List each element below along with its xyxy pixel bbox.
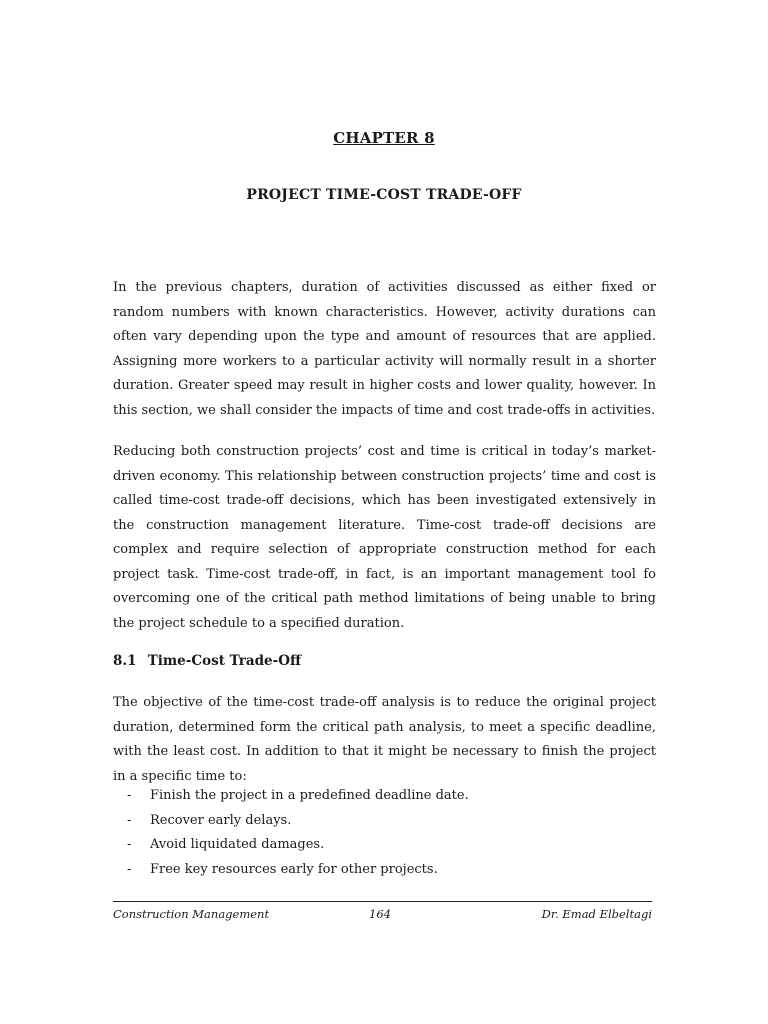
- second-paragraph: Reducing both construction projects’ cost and time is critical in today’s market-driven economy. This relationship between construction projects’ time and cost is called time-cost trade-off decisions, which has been investigated extensively in the construction management literature. Time-cost trade-off decisions are complex and require selection of appropriate construction method for each project task. Time-cost trade-off, in fact, is an important management tool fo overcoming one of the critical path method limitations of being unable to bring the project schedule to a specified duration.: [113, 444, 656, 631]
- section-paragraph: The objective of the time-cost trade-off analysis is to reduce the original project duration, determined form the critical path analysis, to meet a specific deadline, with the least cost. In addition to that it might be necessary to finish the project in a specific time to:: [113, 695, 656, 784]
- list-item-text: Recover early delays.: [150, 812, 292, 828]
- list-item-text: Finish the project in a predefined deadline date.: [150, 788, 469, 803]
- footer-divider: [113, 901, 652, 902]
- bullet-marker: -: [127, 812, 132, 828]
- list-item: [113, 858, 469, 883]
- chapter-title: CHAPTER 8: [333, 129, 435, 147]
- section-number: 8.1: [113, 653, 137, 669]
- section-title: Time-Cost Trade-Off: [147, 653, 302, 669]
- section-heading: [113, 653, 301, 669]
- footer-book-title: Construction Management: [113, 907, 270, 921]
- list-item: [113, 833, 469, 858]
- list-item-text: Free key resources early for other projects.: [150, 861, 438, 877]
- intro-paragraph: In the previous chapters, duration of activities discussed as either fixed or random numbers with known characteristics. However, activity durations can often vary depending upon the type and amount of resources that are applied. Assigning more workers to a particular activity will normally result in a shorter duration. Greater speed may result in higher costs and lower quality, however. In this section, we shall consider the impacts of time and cost trade-offs in activities.: [113, 280, 656, 418]
- bullet-marker: -: [127, 788, 132, 803]
- bullet-marker: -: [127, 861, 132, 877]
- list-item-text: Avoid liquidated damages.: [150, 837, 325, 852]
- list-item: [113, 784, 469, 809]
- footer-author: Dr. Emad Elbeltagi: [541, 907, 652, 921]
- list-item: [113, 809, 469, 834]
- chapter-subtitle: PROJECT TIME-COST TRADE-OFF: [246, 187, 522, 203]
- page-number: 164: [369, 907, 391, 921]
- bullet-list: [113, 784, 469, 882]
- bullet-marker: -: [127, 837, 132, 852]
